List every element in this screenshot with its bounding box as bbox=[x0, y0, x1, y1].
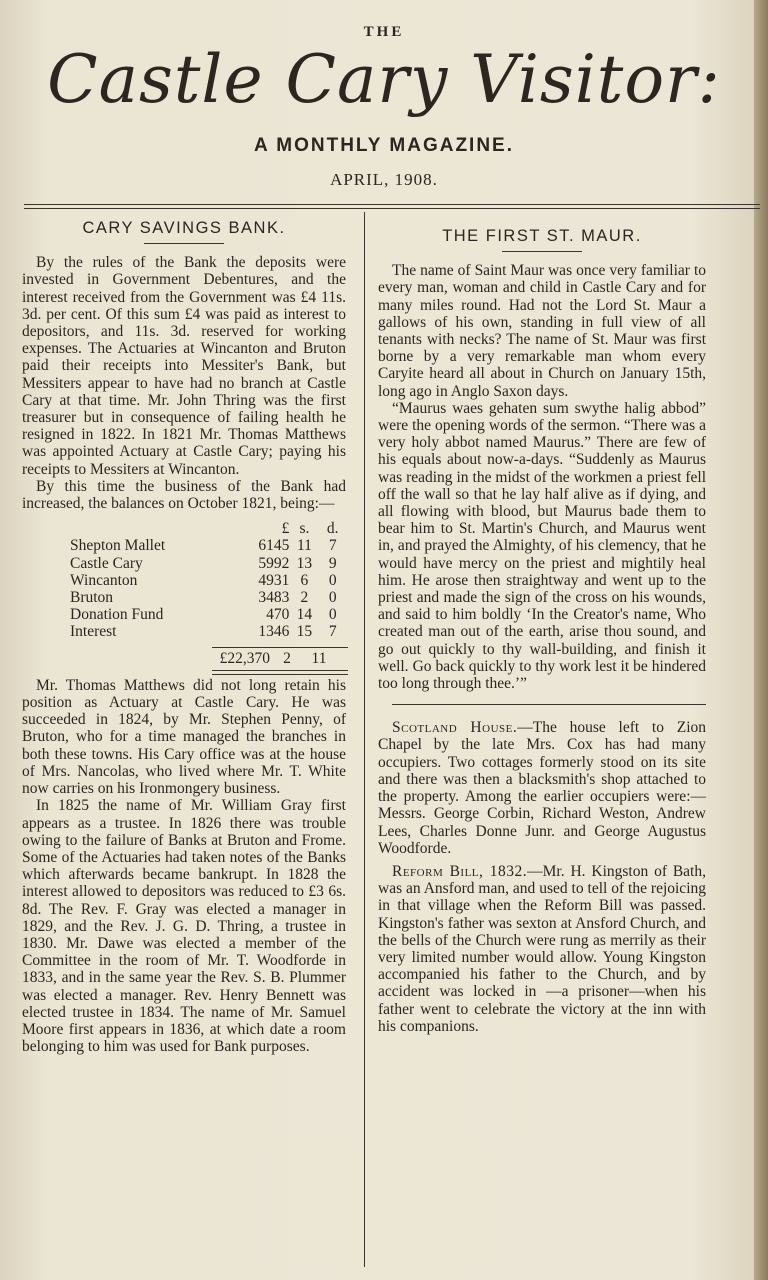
table-row: Donation Fund 470 14 0 bbox=[70, 606, 337, 624]
column-divider bbox=[364, 212, 365, 1267]
total-double-rule bbox=[212, 670, 348, 675]
masthead-title: Castle Cary Visitor: bbox=[47, 41, 721, 118]
left-column bbox=[22, 214, 346, 1055]
paragraph: In 1825 the name of Mr. William Gray first appears as a trustee. In 1826 there was trouble owing to the failure of Banks at Bruton and Frome. Some of the Actuaries had taken notes of the Banks which afterwards became bankrupt. In 1828 the interest allowed to depositors was reduced to £3 6s. 8d. The Rev. F. Gray was elected a manager in 1829, and the Rev. J. G. D. Thring, a trustee in 1830. Mr. Dawe was elected a member of the Committee in the room of Mr. T. Woodforde in 1833, and in the same year the Rev. S. B. Plummer was elected a manager. Rev. Henry Bennett was elected trustee in 1834. The name of Mr. Samuel Moore first appears in 1836, at which date a room belonging to him was used for Bank purposes. bbox=[22, 797, 346, 1056]
paragraph: The name of Saint Maur was once very familiar to every man, woman and child in Castle Cary and for many miles round. Had not the Lord St. Maur a gallows of his own, standing in full view of all tenants with necks? The name of St. Maur was first borne by a very remarkable man whom every Caryite heard all about in Church on January 15th, long ago in Anglo Saxon days. bbox=[378, 262, 706, 400]
right-column bbox=[378, 214, 706, 1035]
article-title-st-maur: THE FIRST ST. MAUR. bbox=[442, 227, 642, 245]
title-rule bbox=[502, 251, 582, 252]
article-title-savings-bank: CARY SAVINGS BANK. bbox=[82, 219, 286, 237]
section-heading: Reform Bill, 1832. bbox=[392, 862, 528, 880]
col-pounds: £ bbox=[281, 520, 290, 538]
table-row: Wincanton 4931 6 0 bbox=[70, 571, 337, 589]
paragraph-reform-bill: Reform Bill, 1832.—Mr. H. Kingston of Bath, was an Ansford man, and used to tell of the rejoicing in that village when the Reform Bill was passed. Kingston's father was sexton at Ansford Church, and the bells of the Church were rung as merrily as their very limited number would allow. Young Kingston accompanied his father to the Church, and by accident was locked in —a prisoner—when his father went to celebrate the victory at the inn with his companions. bbox=[378, 862, 706, 1035]
sum-rule bbox=[212, 647, 348, 648]
masthead-the: THE bbox=[363, 24, 405, 40]
table-header bbox=[22, 520, 346, 537]
masthead-subtitle: A MONTHLY MAGAZINE. bbox=[253, 135, 515, 156]
balances-table bbox=[22, 520, 346, 675]
table-row: Bruton 3483 2 0 bbox=[70, 589, 337, 607]
table-total-row: £22,370 2 11 bbox=[219, 649, 327, 667]
table-row: Shepton Mallet 6145 11 7 bbox=[70, 537, 337, 555]
table-row: Castle Cary 5992 13 9 bbox=[70, 554, 337, 572]
paragraph-scotland-house: Scotland House.—The house left to Zion Chapel by the late Mrs. Cox has had many occupiers. Two cottages formerly stood on its site and there was then a blacksmith's shop attached to the property. Among the earlier occupiers were:—Messrs. George Corbin, Richard Weston, Andrew Lees, Charles Donne Junr. and George Augustus Woodforde. bbox=[378, 719, 707, 857]
header-rule-double bbox=[24, 208, 760, 209]
paragraph: “Maurus waes gehaten sum swythe halig abbod” were the opening words of the sermon. “There was a very holy abbot named Maurus.” There are few of his equals about now-a-days. “Suddenly as Maurus was reading in the midst of the workmen a priest fell off the wall so that he lay half alive as if dying, and all flowing with blood, but Maurus bade them to bear him to St. Martin's Church, and Maurus went in, and prayed the Almighty, of his clemency, that he would have mercy on the priest and mightily heal him. He arose then straightway and went up to the priest and made the sign of the cross on his wounds, and said to him boldly ‘In the Creator's name, Who created man out of the earth, arise thou sound, and go out quickly to thy wall-building, and finish it well. Go back quickly to thy work lest it be hindered too long through thee.’” bbox=[378, 399, 706, 693]
paragraph: By the rules of the Bank the deposits were invested in Government Debentures, and the interest received from the Government was £4 11s. 3d. per cent. Of this sum £4 was paid as interest to depositors, and 11s. 3d. reserved for working expenses. The Actuaries at Wincanton and Bruton paid their receipts into Messiter's Bank, but Messiters appear to have had no branch at Castle Cary at that time. Mr. John Thring was the first treasurer but in consequence of failing health he resigned in 1822. In 1821 Mr. Thomas Matthews was appointed Actuary at Castle Cary; paying his receipts to Messiters at Wincanton. bbox=[22, 254, 346, 478]
table-row: Interest 1346 15 7 bbox=[70, 623, 337, 641]
page-edge bbox=[754, 0, 768, 1280]
paragraph: By this time the business of the Bank had increased, the balances on October 1821, being:— bbox=[22, 477, 346, 513]
header-rule bbox=[24, 204, 760, 205]
col-pence: d. bbox=[326, 520, 339, 538]
title-rule bbox=[144, 243, 224, 244]
paragraph: Mr. Thomas Matthews did not long retain his position as Actuary at Castle Cary. He was succeeded in 1824, by Mr. Stephen Penny, of Bruton, who for a time managed the branches in both these towns. His Cary office was at the house of Mrs. Nancolas, who lived where Mr. T. White now carries on his Ironmongery business. bbox=[22, 676, 346, 798]
issue-date: APRIL, 1908. bbox=[330, 170, 438, 189]
section-heading: Scotland House. bbox=[392, 719, 518, 737]
col-shillings: s. bbox=[299, 520, 310, 538]
section-rule bbox=[392, 704, 706, 705]
